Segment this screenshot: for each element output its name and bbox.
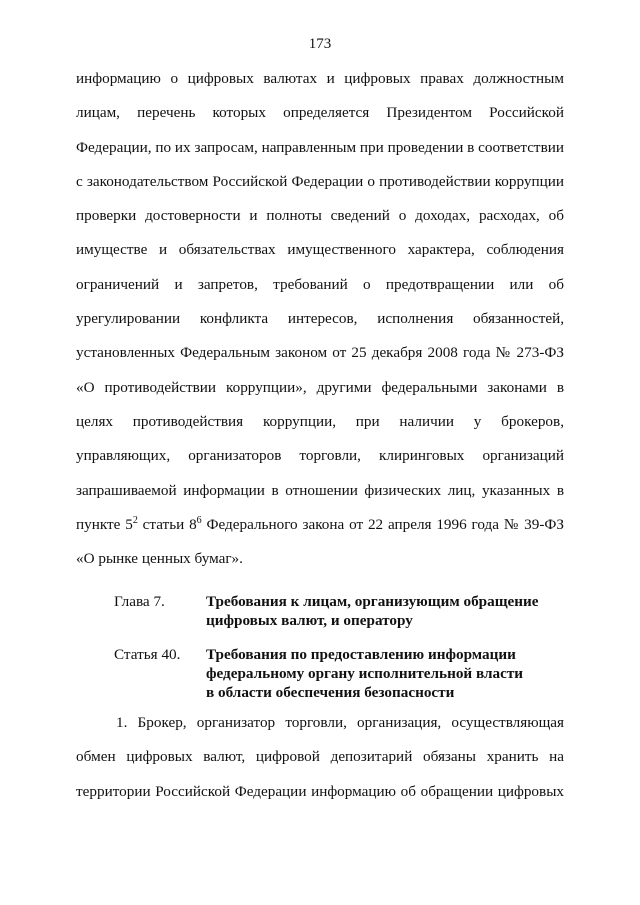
text-line: Федерации, по их запросам, направленным при проведении в соответствии (76, 138, 564, 156)
text-line: проверки достоверности и полноты сведений о доходах, расходах, об (76, 207, 564, 225)
text-line: «О противодействии коррупции», другими федеральными законами в (76, 378, 564, 396)
text-line: урегулировании конфликта интересов, исполнения обязанностей, (76, 310, 564, 328)
article-label: Статья 40. (114, 646, 181, 663)
text-line: «О рынке ценных бумаг». (76, 550, 243, 568)
text-line: целях противодействия коррупции, при наличии у брокеров, (76, 412, 564, 430)
article-paragraph (76, 706, 564, 809)
text-line: с законодательством Российской Федерации о противодействии коррупции (76, 172, 564, 190)
text-line: ограничений и запретов, требований о предотвращении или об (76, 275, 564, 293)
chapter-title: Требования к лицам, организующим обращение цифровых валют, и оператору (206, 593, 539, 629)
superscript: 6 (196, 514, 202, 526)
text-line: управляющих, организаторов торговли, клиринговых организаций (76, 447, 564, 465)
text-line: информацию о цифровых валютах и цифровых правах должностным (76, 70, 564, 87)
text-line: 1. Брокер, организатор торговли, организация, осуществляющая (116, 714, 564, 731)
text-line: лицам, перечень которых определяется Президентом Российской (76, 104, 564, 122)
chapter-label: Глава 7. (114, 593, 165, 610)
text-fragment: статьи 8 (137, 515, 197, 533)
text-fragment: Федерального закона от 22 апреля 1996 года № 39-ФЗ (201, 515, 565, 533)
text-fragment: пункте 5 (76, 515, 133, 533)
article-title-line: Требования по предоставлению информации (206, 646, 516, 663)
article-title-line: федеральному органу исполнительной власти (206, 665, 524, 682)
text-line-with-superscripts (76, 508, 564, 542)
text-line: установленных Федеральным законом от 25 декабря 2008 года № 273-ФЗ (76, 344, 564, 362)
article-title-line: в области обеспечения безопасности (206, 684, 455, 701)
text-line: имуществе и обязательствах имущественного характера, соблюдения (76, 241, 564, 259)
paragraph-continuation (76, 62, 564, 576)
text-line: запрашиваемой информации в отношении физических лиц, указанных в (76, 481, 564, 499)
page-number: 173 (308, 36, 332, 52)
article-title (206, 645, 566, 702)
text-line: территории Российской Федерации информацию об обращении цифровых (76, 782, 564, 800)
text-line: обмен цифровых валют, цифровой депозитарий обязаны хранить на (76, 748, 564, 766)
superscript: 2 (132, 514, 138, 526)
